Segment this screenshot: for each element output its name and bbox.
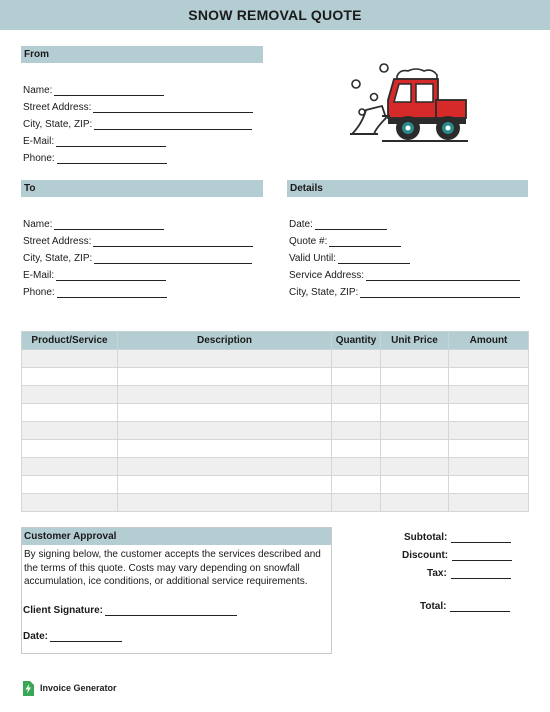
from-city-field[interactable] [23,116,252,130]
table-row[interactable] [22,494,529,512]
from-street-field[interactable] [23,99,253,113]
to-street-label: Street Address: [23,236,92,247]
details-valid-until-field[interactable] [289,250,410,264]
to-name-field[interactable] [23,216,164,230]
from-name-label: Name: [23,85,53,96]
details-quote-number-label: Quote #: [289,236,328,247]
from-street-label: Street Address: [23,102,92,113]
approval-date-label: Date: [23,631,49,642]
discount-field[interactable] [402,547,512,561]
to-phone-label: Phone: [23,287,55,298]
tax-label: Tax: [427,568,447,579]
to-email-label: E-Mail: [23,270,55,281]
details-city-field[interactable] [289,284,520,298]
approval-terms-text: By signing below, the customer accepts the services described and the terms of this quote. Costs may vary depending on snowfall accumulation, ice conditions, or additional service requirements. [24,549,321,587]
table-row[interactable] [22,404,529,422]
total-field[interactable] [420,598,510,612]
col-amount: Amount [449,332,529,350]
to-city-field[interactable] [23,250,252,264]
from-phone-field[interactable] [23,150,167,164]
to-header: To [21,180,263,197]
table-row[interactable] [22,368,529,386]
from-phone-label: Phone: [23,153,55,164]
details-service-address-field[interactable] [289,267,520,281]
subtotal-field[interactable] [404,529,511,543]
to-name-label: Name: [23,219,53,230]
from-email-label: E-Mail: [23,136,55,147]
invoice-generator-logo-icon [22,681,34,696]
col-product-service: Product/Service [22,332,118,350]
table-row[interactable] [22,386,529,404]
client-signature-field[interactable] [23,602,237,616]
brand-name: Invoice Generator [40,683,117,693]
customer-approval-box [21,527,332,654]
total-label: Total: [420,601,447,612]
table-row[interactable] [22,440,529,458]
customer-approval-header: Customer Approval [22,528,331,545]
details-header: Details [287,180,528,197]
brand-footer[interactable] [22,680,117,696]
to-email-field[interactable] [23,267,166,281]
col-unit-price: Unit Price [381,332,449,350]
details-quote-number-field[interactable] [289,233,401,247]
from-city-label: City, State, ZIP: [23,119,93,130]
col-description: Description [118,332,332,350]
details-city-label: City, State, ZIP: [289,287,359,298]
approval-date-field[interactable] [23,628,122,642]
table-row[interactable] [22,458,529,476]
col-quantity: Quantity [332,332,381,350]
snowplow-icon [348,62,473,146]
table-row[interactable] [22,350,529,368]
to-street-field[interactable] [23,233,253,247]
table-row[interactable] [22,422,529,440]
discount-label: Discount: [402,550,449,561]
client-signature-label: Client Signature: [23,605,104,616]
to-city-label: City, State, ZIP: [23,253,93,264]
from-email-field[interactable] [23,133,166,147]
details-service-address-label: Service Address: [289,270,365,281]
page-title: SNOW REMOVAL QUOTE [188,7,362,23]
tax-field[interactable] [427,565,511,579]
items-table [21,331,529,512]
table-header-row [22,332,529,350]
details-valid-until-label: Valid Until: [289,253,337,264]
subtotal-label: Subtotal: [404,532,448,543]
to-phone-field[interactable] [23,284,167,298]
from-header: From [21,46,263,63]
details-date-label: Date: [289,219,313,230]
from-name-field[interactable] [23,82,164,96]
table-row[interactable] [22,476,529,494]
details-date-field[interactable] [289,216,387,230]
